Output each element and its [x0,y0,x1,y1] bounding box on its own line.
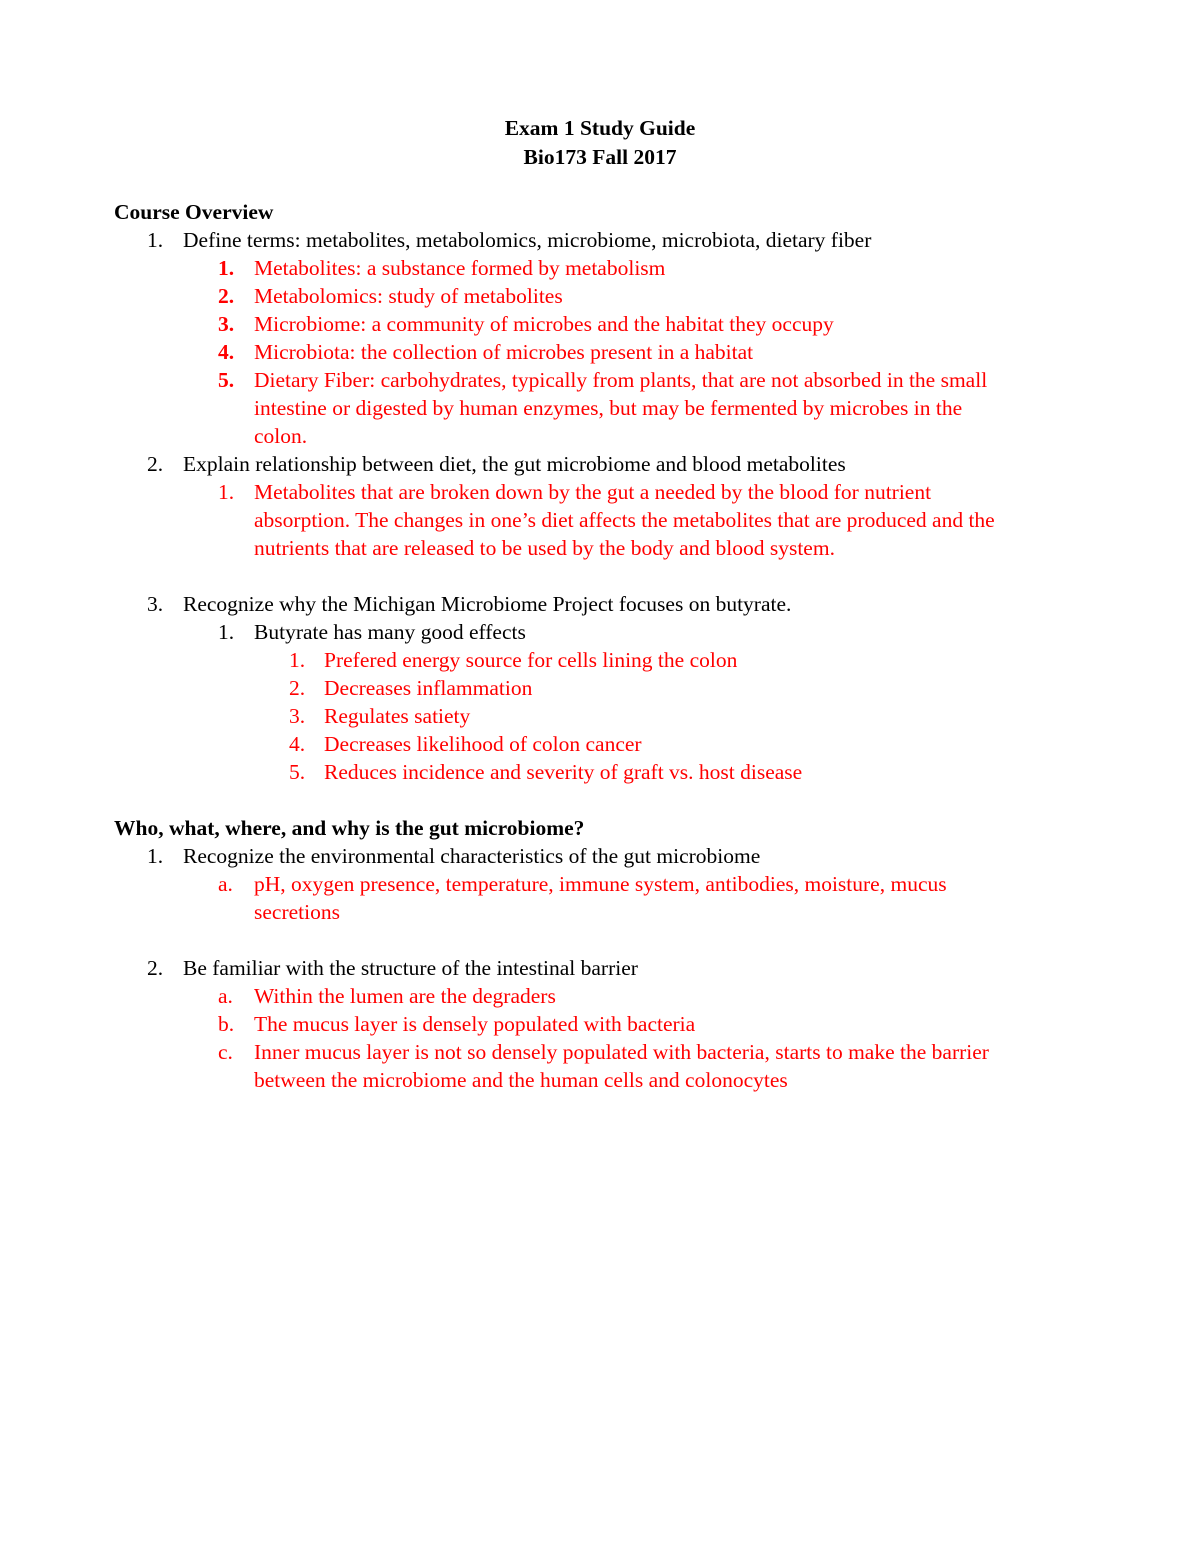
answer-text: Dietary Fiber: carbohydrates, typically from plants, that are not absorbed in the small [254,368,988,392]
answer-text-continued: colon. [254,424,308,448]
answer-number: 3. [289,704,306,728]
answer-text: Decreases likelihood of colon cancer [324,732,642,756]
answer-text: Regulates satiety [324,704,471,728]
document-subtitle: Bio173 Fall 2017 [523,145,677,169]
answer-text: The mucus layer is densely populated with bacteria [254,1012,696,1036]
answer-text-continued: nutrients that are released to be used by the body and blood system. [254,536,835,560]
answer-text: Reduces incidence and severity of graft vs. host disease [324,760,803,784]
answer-text: Metabolites: a substance formed by metabolism [254,256,666,280]
answer-text: Microbiome: a community of microbes and the habitat they occupy [254,312,834,336]
section-heading-course-overview: Course Overview [114,200,274,224]
answer-text-continued: absorption. The changes in one’s diet affects the metabolites that are produced and the [254,508,995,532]
answer-number: 1. [218,480,235,504]
answer-number: 4. [218,340,235,364]
answer-number: 4. [289,732,306,756]
answer-text: Metabolomics: study of metabolites [254,284,563,308]
answer-text: Decreases inflammation [324,676,533,700]
answer-letter: a. [218,984,233,1008]
answer-text: Microbiota: the collection of microbes present in a habitat [254,340,754,364]
answer-number: 1. [218,256,235,280]
item-text: Recognize why the Michigan Microbiome Project focuses on butyrate. [183,592,792,616]
answer-text: Prefered energy source for cells lining the colon [324,648,738,672]
answer-text-continued: secretions [254,900,340,924]
document-title: Exam 1 Study Guide [504,116,696,140]
sub-item-number: 1. [218,620,235,644]
item-number: 1. [147,228,164,252]
answer-number: 1. [289,648,306,672]
item-text: Explain relationship between diet, the gut microbiome and blood metabolites [183,452,846,476]
answer-number: 5. [218,368,235,392]
sub-item-text: Butyrate has many good effects [254,620,526,644]
answer-text: Inner mucus layer is not so densely populated with bacteria, starts to make the barrier [254,1040,989,1064]
item-number: 1. [147,844,164,868]
answer-text: Metabolites that are broken down by the gut a needed by the blood for nutrient [254,480,932,504]
item-number: 3. [147,592,164,616]
answer-letter: a. [218,872,233,896]
item-number: 2. [147,452,164,476]
item-text: Be familiar with the structure of the intestinal barrier [183,956,638,980]
answer-text-continued: intestine or digested by human enzymes, but may be fermented by microbes in the [254,396,963,420]
answer-number: 3. [218,312,235,336]
answer-text-continued: between the microbiome and the human cells and colonocytes [254,1068,788,1092]
answer-number: 2. [289,676,306,700]
item-text: Define terms: metabolites, metabolomics, microbiome, microbiota, dietary fiber [183,228,872,252]
item-text: Recognize the environmental characteristics of the gut microbiome [183,844,761,868]
item-number: 2. [147,956,164,980]
answer-number: 5. [289,760,306,784]
answer-letter: c. [218,1040,233,1064]
answer-text: pH, oxygen presence, temperature, immune system, antibodies, moisture, mucus [254,872,947,896]
answer-number: 2. [218,284,235,308]
section-heading-gut-microbiome: Who, what, where, and why is the gut microbiome? [114,816,585,840]
answer-letter: b. [218,1012,235,1036]
answer-text: Within the lumen are the degraders [254,984,556,1008]
